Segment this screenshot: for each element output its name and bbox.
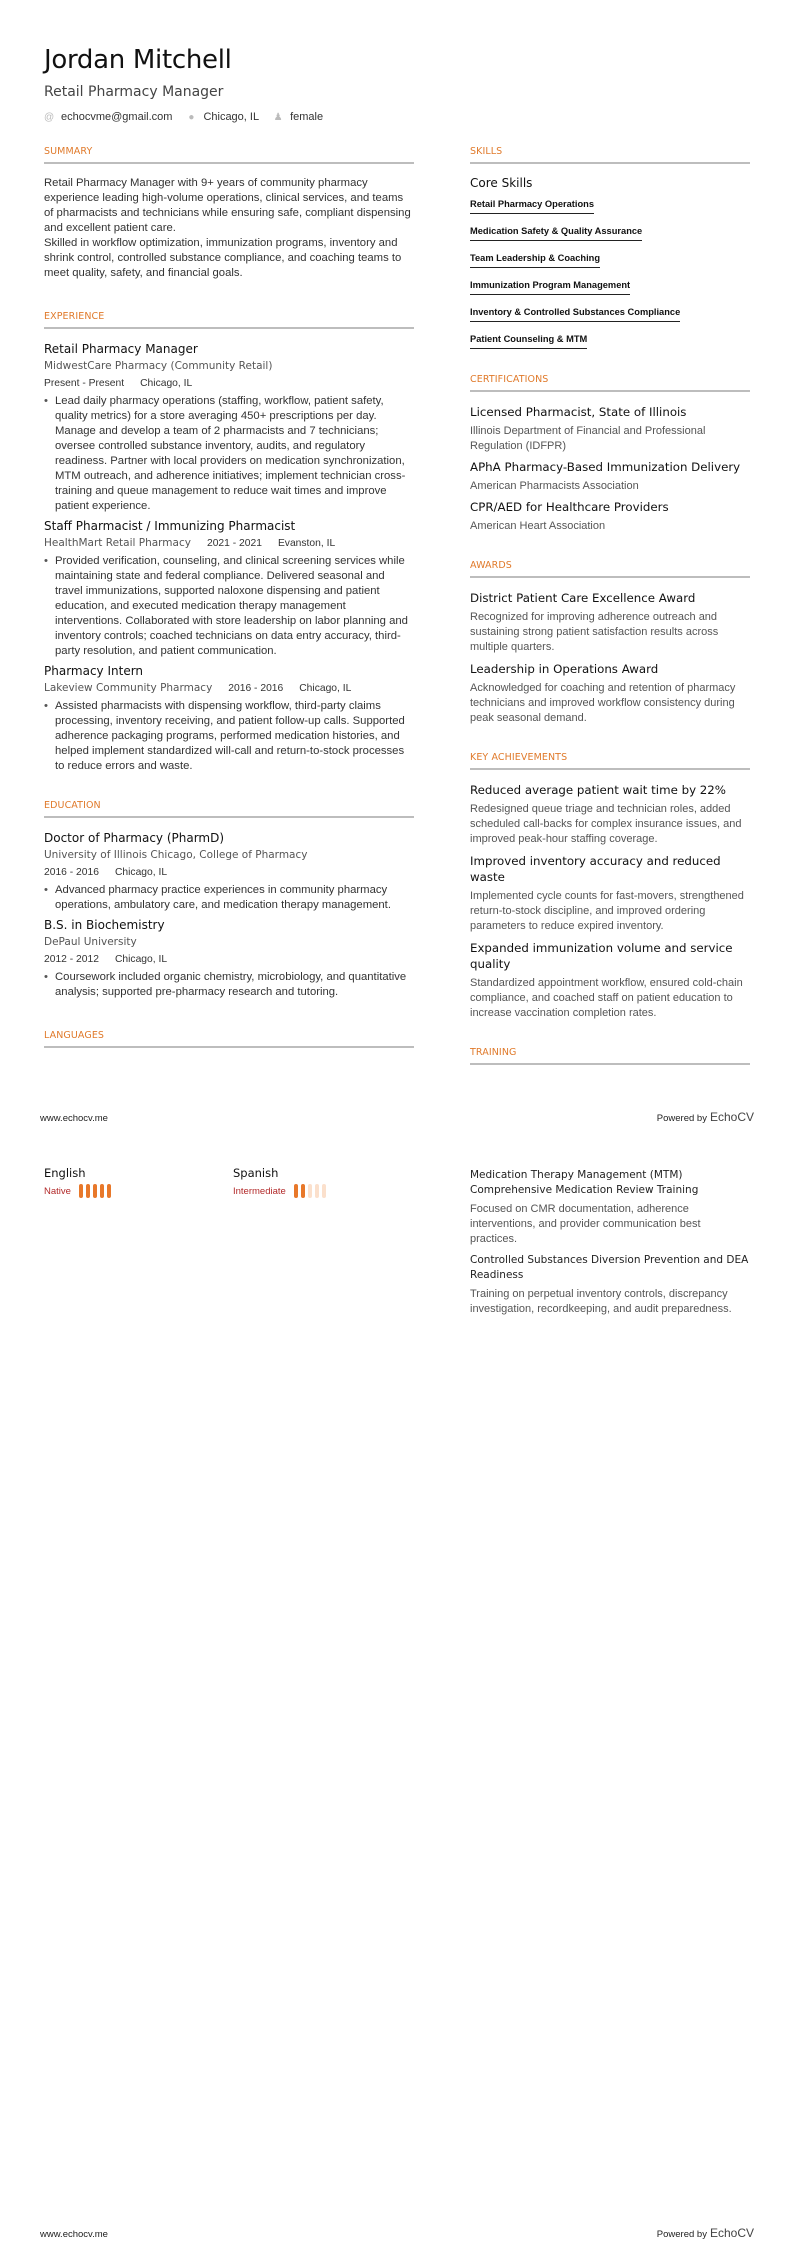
location-pin-icon: ● — [188, 111, 195, 123]
echocv-logo: EchoCV — [709, 1110, 754, 1124]
award-name: District Patient Care Excellence Award — [470, 591, 696, 605]
section-heading-awards: AWARDS — [470, 560, 750, 578]
language-proficiency — [44, 1184, 114, 1198]
experience-section — [44, 311, 414, 774]
achievement-description: Implemented cycle counts for fast-movers, strengthened return-to-stock discipline, and improved ordering parameters to reduce expired inventory. — [470, 890, 744, 932]
certification-name: APhA Pharmacy-Based Immunization Delivery — [470, 460, 741, 474]
certification-issuer: American Pharmacists Association — [470, 480, 639, 492]
page-footer — [40, 1110, 754, 1124]
education-bullet: • Advanced pharmacy practice experiences in community pharmacy operations, ambulatory care, and medication therapy management. — [44, 883, 414, 913]
proficiency-bar-filled — [79, 1184, 83, 1198]
school-name: DePaul University — [44, 936, 137, 948]
education-location: Chicago, IL — [114, 954, 168, 965]
education-dates: 2016 - 2016 — [44, 867, 99, 878]
education-bullet: • Coursework included organic chemistry, microbiology, and quantitative analysis; supported pre-pharmacy research and tutoring. — [44, 970, 414, 1000]
candidate-name: Jordan Mitchell — [44, 45, 232, 75]
job-dates: 2021 - 2021 — [206, 538, 262, 549]
candidate-title: Retail Pharmacy Manager — [44, 84, 224, 100]
education-dates: 2012 - 2012 — [44, 954, 99, 965]
achievements-section — [470, 752, 750, 1021]
section-heading-training: TRAINING — [470, 1047, 750, 1065]
achievement-name: Expanded immunization volume and service quality — [470, 941, 733, 971]
skill-tag: Immunization Program Management — [470, 280, 630, 295]
proficiency-bar-filled — [301, 1184, 305, 1198]
award-description: Recognized for improving adherence outreach and sustaining strong patient satisfaction results across multiple quarters. — [470, 611, 719, 653]
skill-tag: Team Leadership & Coaching — [470, 253, 600, 268]
section-heading-experience: EXPERIENCE — [44, 311, 414, 329]
skill-tag: Inventory & Controlled Substances Compliance — [470, 307, 680, 322]
certification-issuer: Illinois Department of Financial and Professional Regulation (IDFPR) — [470, 425, 706, 452]
training-list — [470, 1168, 750, 1323]
languages-section — [44, 1030, 414, 1048]
left-column — [44, 146, 414, 1060]
summary-paragraph: Retail Pharmacy Manager with 9+ years of community pharmacy experience leading high-volume operations, clinical services, and teams of pharmacists and technicians while ensuring safe, compliant dispensing and excellent patient care. — [44, 177, 411, 234]
footer-powered-by: Powered by EchoCV — [656, 2226, 754, 2240]
section-heading-languages: LANGUAGES — [44, 1030, 414, 1048]
job-location: Chicago, IL — [140, 378, 193, 389]
experience-entry — [44, 663, 414, 774]
education-location: Chicago, IL — [114, 867, 168, 878]
award-description: Acknowledged for coaching and retention of pharmacy technicians and improved workflow consistency during peak seasonal demand. — [470, 682, 736, 724]
education-section — [44, 800, 414, 1000]
contact-location-text: Chicago, IL — [203, 111, 260, 123]
job-title: Retail Pharmacy Manager — [44, 342, 198, 356]
job-bullet: • Assisted pharmacists with dispensing workflow, third-party claims processing, inventory receiving, and patient follow-up calls. Supported adherence packaging programs, performed medication histories, and helped implement standardized will-call and return-to-stock processes to reduce errors and waste. — [44, 699, 414, 774]
footer-website-link[interactable]: www.echocv.me — [40, 1113, 108, 1124]
job-dates: Present - Present — [44, 378, 125, 389]
education-meta — [44, 865, 414, 880]
section-heading-achievements: KEY ACHIEVEMENTS — [470, 752, 750, 770]
job-location: Evanston, IL — [277, 538, 336, 549]
job-bullets — [44, 554, 414, 659]
skills-group-title: Core Skills — [470, 176, 533, 190]
proficiency-bar-empty — [322, 1184, 326, 1198]
achievement-name: Reduced average patient wait time by 22% — [470, 783, 727, 797]
language-item — [44, 1166, 114, 1198]
contact-location — [186, 111, 259, 123]
summary-paragraph: Skilled in workflow optimization, immunization programs, inventory and shrink control, controlled substance compliance, and coaching teams to meet quality, safety, and financial goals. — [44, 237, 402, 279]
education-bullets — [44, 883, 414, 913]
experience-entry — [44, 341, 414, 514]
achievement-description: Standardized appointment workflow, ensured cold-chain compliance, and coached staff on patient education to increase vaccination completion rates. — [470, 977, 743, 1019]
company-name: MidwestCare Pharmacy (Community Retail) — [44, 360, 273, 372]
training-description: Training on perpetual inventory controls, discrepancy investigation, recordkeeping, and audit preparedness. — [470, 1288, 732, 1315]
footer-powered-by: Powered by EchoCV — [656, 1110, 754, 1124]
footer-website-link[interactable]: www.echocv.me — [40, 2229, 108, 2240]
proficiency-bar-filled — [93, 1184, 97, 1198]
training-name: Medication Therapy Management (MTM) Comprehensive Medication Review Training — [470, 1169, 699, 1196]
job-title: Pharmacy Intern — [44, 664, 144, 678]
school-name: University of Illinois Chicago, College of Pharmacy — [44, 849, 308, 861]
job-dates: 2016 - 2016 — [228, 683, 284, 694]
proficiency-bar-filled — [100, 1184, 104, 1198]
achievement-name: Improved inventory accuracy and reduced waste — [470, 854, 721, 884]
training-section — [470, 1047, 750, 1065]
summary-section — [44, 146, 414, 281]
certifications-section — [470, 374, 750, 534]
education-bullets — [44, 970, 414, 1000]
skills-section — [470, 146, 750, 356]
language-level: Native — [44, 1185, 71, 1197]
job-title: Staff Pharmacist / Immunizing Pharmacist — [44, 519, 296, 533]
company-name: Lakeview Community Pharmacy — [44, 682, 213, 694]
proficiency-bar-empty — [315, 1184, 319, 1198]
section-heading-summary: SUMMARY — [44, 146, 414, 164]
job-location: Chicago, IL — [299, 683, 352, 694]
person-icon: ♟ — [273, 111, 283, 123]
award-name: Leadership in Operations Award — [470, 662, 659, 676]
achievement-description: Redesigned queue triage and technician roles, added scheduled call-backs for complex insurance issues, and improved peak-hour staffing coverage. — [470, 803, 742, 845]
language-item — [233, 1166, 329, 1198]
job-meta — [44, 536, 414, 551]
section-heading-skills: SKILLS — [470, 146, 750, 164]
contact-email-text: echocvme@gmail.com — [61, 111, 173, 123]
company-name: HealthMart Retail Pharmacy — [44, 537, 191, 549]
job-meta — [44, 376, 414, 391]
skill-tag: Medication Safety & Quality Assurance — [470, 226, 642, 241]
resume-header — [44, 44, 337, 123]
certification-name: Licensed Pharmacist, State of Illinois — [470, 405, 687, 419]
contact-gender — [273, 111, 323, 123]
section-heading-education: EDUCATION — [44, 800, 414, 818]
training-description: Focused on CMR documentation, adherence interventions, and provider communication best practices. — [470, 1203, 701, 1245]
language-name: English — [44, 1166, 86, 1180]
language-name: Spanish — [233, 1166, 279, 1180]
education-meta — [44, 952, 414, 967]
experience-entry — [44, 518, 414, 659]
job-bullet: • Provided verification, counseling, and clinical screening services while maintaining state and federal compliance. Delivered seasonal and travel immunizations, supported naloxone dispensing and patient education, and executed medication therapy management interventions. Collaborated with store leadership on labor planning and inventory controls; coached technicians on data entry accuracy, third-party resolution, and patient communication. — [44, 554, 414, 659]
education-entry — [44, 917, 414, 1000]
proficiency-bar-filled — [107, 1184, 111, 1198]
contact-list — [44, 111, 337, 123]
job-bullets — [44, 394, 414, 514]
awards-section — [470, 560, 750, 726]
language-proficiency — [233, 1184, 329, 1198]
language-level: Intermediate — [233, 1185, 286, 1197]
right-column — [470, 146, 750, 1077]
echocv-logo: EchoCV — [709, 2226, 754, 2240]
section-heading-certifications: CERTIFICATIONS — [470, 374, 750, 392]
certification-name: CPR/AED for Healthcare Providers — [470, 500, 669, 514]
proficiency-bar-empty — [308, 1184, 312, 1198]
skill-tag: Retail Pharmacy Operations — [470, 199, 594, 214]
contact-gender-text: female — [290, 111, 324, 123]
degree: B.S. in Biochemistry — [44, 918, 165, 932]
proficiency-bar-filled — [86, 1184, 90, 1198]
certification-issuer: American Heart Association — [470, 520, 606, 532]
page-footer — [40, 2226, 754, 2240]
education-entry — [44, 830, 414, 913]
skill-tag: Patient Counseling & MTM — [470, 334, 587, 349]
job-bullets — [44, 699, 414, 774]
degree: Doctor of Pharmacy (PharmD) — [44, 831, 225, 845]
at-icon: @ — [44, 111, 55, 123]
job-meta — [44, 681, 414, 696]
training-name: Controlled Substances Diversion Prevention and DEA Readiness — [470, 1254, 749, 1281]
contact-email[interactable] — [44, 111, 172, 123]
job-bullet: • Lead daily pharmacy operations (staffing, workflow, patient safety, quality metrics) for a store averaging 450+ prescriptions per day. Manage and develop a team of 2 pharmacists and 7 technicians; oversee controlled substance inventory, audits, and regulatory readiness. Partner with local providers on medication synchronization, MTM outreach, and adherence initiatives; implement technician cross-training and queue management to reduce wait times and improve patient experience. — [44, 394, 414, 514]
proficiency-bar-filled — [294, 1184, 298, 1198]
